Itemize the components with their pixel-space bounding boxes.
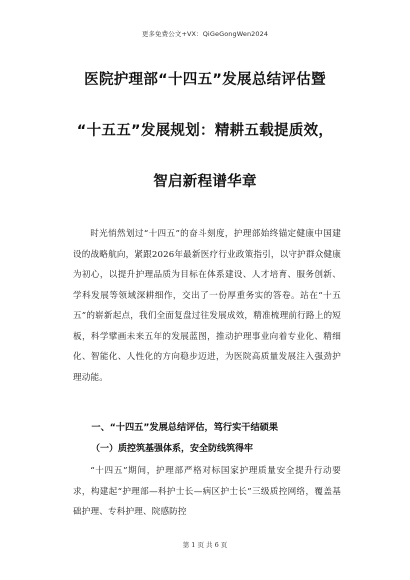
title-line-3: 智启新程谱华章 [153,174,257,190]
title-line-1: 医院护理部“十四五”发展总结评估暨 [84,72,326,88]
intro-paragraph: 时光悄然划过“十四五”的奋斗刻度，护理部始终锚定健康中国建设的战略航向，紧跟2026年最新医疗行业政策指引，以守护群众健康为初心，以提升护理品质为目标在体系建设、人才培育、服务创新、学科发展等领域深耕细作，交出了一份厚重务实的答卷。站在“十五五”的崭新起点，我们全面复盘过往发展成效，精准梳理前行路上的短板，科学擘画未来五年的发展蓝图，推动护理事业向着专业化、精细化、智能化、人性化的方向稳步迈进，为医院高质量发展注入强劲护理动能。 [73,229,341,383]
title-line-2: “十五五”发展规划：精耕五载提质效， [76,123,334,139]
header-note: 更多免费公文+VX：QiGeGongWen2024 [141,30,269,38]
subsection-heading: （一）质控筑基强体系，安全防线筑得牢 [91,444,254,454]
page-footer: 第 1 页 共 6 页 [182,541,228,549]
section-heading: 一、“十四五”发展总结评估，笃行实干结硕果 [91,422,279,433]
section-paragraph: “十四五”期间，护理部严格对标国家护理质量安全提升行动要求，构建起“护理部—科护士长—病区护士长”三级质控网络，覆盖基础护理、专科护理、院感防控 [73,466,341,517]
